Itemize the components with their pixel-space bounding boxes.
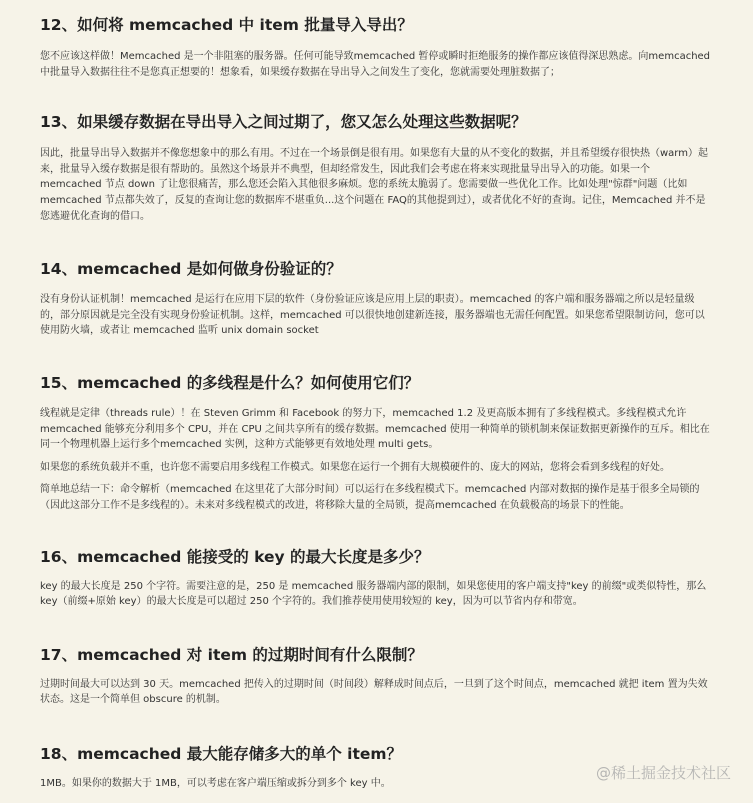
section-15 <box>40 372 713 514</box>
section-paragraph: 1MB。如果你的数据大于 1MB，可以考虑在客户端压缩或拆分到多个 key 中。 <box>40 777 391 789</box>
section-heading: 12、如何将 memcached 中 item 批量导入导出？ <box>40 16 413 34</box>
section-heading: 13、如果缓存数据在导出导入之间过期了，您又怎么处理这些数据呢？ <box>40 113 527 132</box>
section-14 <box>40 258 713 339</box>
section-heading: 14、memcached 是如何做身份验证的？ <box>40 260 342 279</box>
section-16 <box>40 546 713 610</box>
section-paragraph: 过期时间最大可以达到 30 天。memcached 把传入的过期时间（时间段）解释成时间点后，一旦到了这个时间点，memcached 就把 item 置为失效状态。这是一个简单但 obscure 的机制。 <box>40 678 708 706</box>
watermark: @稀土掘金技术社区 <box>595 764 731 782</box>
section-heading: 17、memcached 对 item 的过期时间有什么限制？ <box>40 645 423 664</box>
section-heading: 18、memcached 最大能存储多大的单个 item？ <box>40 744 403 763</box>
section-paragraph: 您不应该这样做！Memcached 是一个非阻塞的服务器。任何可能导致memcached 暂停或瞬时拒绝服务的操作都应该值得深思熟虑。向memcached中批量导入数据往往不是您真正想要的！想象看，如果缓存数据在导出导入之间发生了变化，您就需要处理脏数据了； <box>40 51 711 78</box>
section-paragraph: 线程就是定律（threads rule）！在 Steven Grimm 和 Facebook 的努力下，memcached 1.2 及更高版本拥有了多线程模式。多线程模式允许 memcached 能够充分利用多个 CPU，并在 CPU 之间共享所有的缓存数据。memcached 使用一种简单的锁机制来保证数据更新操作的互斥。相比在同一个物理机器上运行多个memcached 实例，这种方式能够更有效地处理 multi gets。 <box>40 407 710 451</box>
section-paragraph: key 的最大长度是 250 个字符。需要注意的是，250 是 memcached 服务器端内部的限制，如果您使用的客户端支持"key 的前缀"或类似特性，那么 key（前缀+原始 key）的最大长度是可以超过 250 个字符的。我们推荐使用使用较短的 key，因为可以节省内存和带宽。 <box>40 580 707 608</box>
section-heading: 15、memcached 的多线程是什么？如何使用它们？ <box>40 373 420 392</box>
section-paragraph: 没有身份认证机制！memcached 是运行在应用下层的软件（身份验证应该是应用上层的职责）。memcached 的客户端和服务器端之所以是轻量级的，部分原因就是完全没有实现身份验证机制。这样，memcached 可以很快地创建新连接，服务器端也无需任何配置。如果您希望限制访问，您可以使用防火墙，或者让 memcached 监听 unix domain socket <box>40 294 705 337</box>
section-paragraph: 如果您的系统负载并不重，也许您不需要启用多线程工作模式。如果您在运行一个拥有大规模硬件的、庞大的网站，您将会看到多线程的好处。 <box>40 461 670 473</box>
section-paragraph: 因此，批量导出导入数据并不像您想象中的那么有用。不过在一个场景倒是很有用。如果您有大量的从不变化的数据，并且希望缓存很快热（warm）起来，批量导入缓存数据是很有帮助的。虽然这个场景并不典型，但却经常发生，因此我们会考虑在将来实现批量导出导入的功能。如果一个 memcached 节点 down 了让您很痛苦，那么您还会陷入其他很多麻烦。您的系统太脆弱了。您需要做一些优化工作。比如处理"惊群"问题（比如memcached 节点都失效了，反复的查询让您的数据库不堪重负...这个问题在 FAQ的其他提到过），或者优化不好的查询。记住，Memcached 并不是您逃避优化查询的借口。 <box>40 148 708 222</box>
section-13 <box>40 111 713 224</box>
section-paragraph: 简单地总结一下：命令解析（memcached 在这里花了大部分时间）可以运行在多线程模式下。memcached 内部对数据的操作是基于很多全局锁的（因此这部分工作不是多线程的）。未来对多线程模式的改进，将移除大量的全局锁，提高memcached 在负载极高的场景下的性能。 <box>40 484 700 511</box>
section-17 <box>40 644 713 708</box>
section-heading: 16、memcached 能接受的 key 的最大长度是多少？ <box>40 547 430 566</box>
section-12 <box>40 0 713 80</box>
